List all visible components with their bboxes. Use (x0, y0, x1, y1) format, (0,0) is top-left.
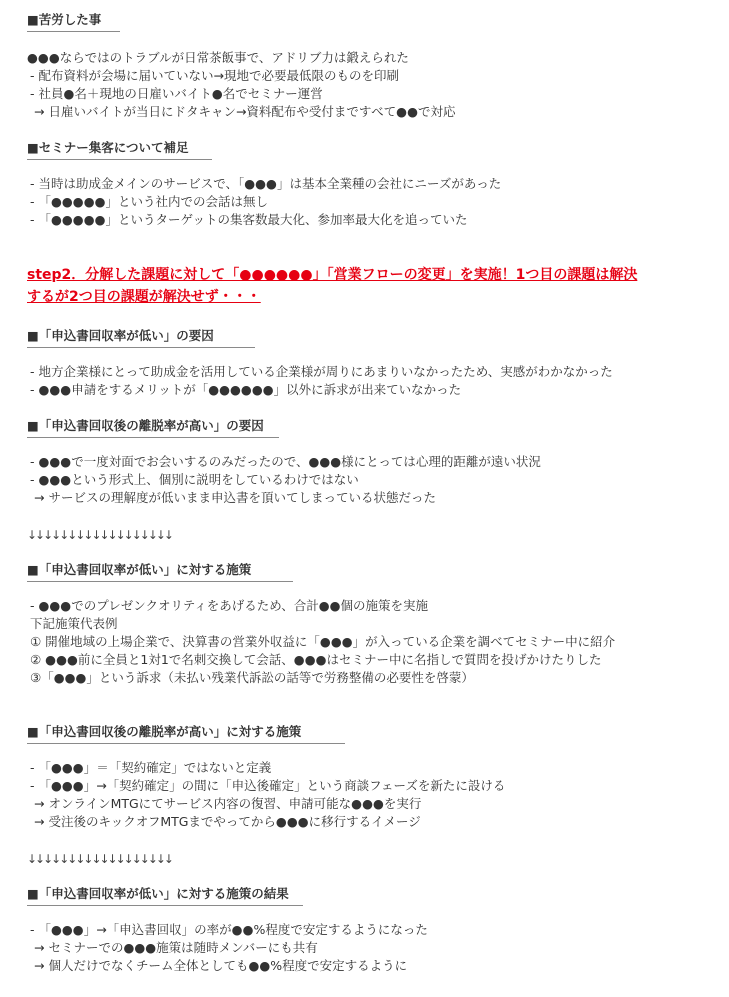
text-line: ① 開催地域の上場企業で、決算書の営業外収益に「●●●」が入っている企業を調べてセミナー中に紹介 (30, 634, 616, 649)
text-line: - 「●●●●●」という社内での会話は無し (30, 194, 269, 209)
text-line: ●●●ならではのトラブルが日常茶飯事で、アドリブ力は鍛えられた (27, 50, 409, 65)
text-line: ③「●●●」という訴求（未払い残業代訴訟の話等で労務整備の必要性を啓蒙） (30, 670, 474, 685)
section-heading-low-rate-measures: ■「申込書回収率が低い」に対する施策 (27, 562, 293, 582)
text-line: - ●●●申請をするメリットが「●●●●●●」以外に訴求が出来ていなかった (30, 382, 462, 397)
text-line: - 「●●●●●」というターゲットの集客数最大化、参加率最大化を追っていた (30, 212, 468, 227)
text-line: - 「●●●」＝「契約確定」ではないと定義 (30, 760, 272, 775)
text-line: → 個人だけでなくチーム全体としても●●%程度で安定するように (34, 958, 408, 973)
step2-heading-line1: step2．分解した課題に対して「●●●●●●」「営業フローの変更」を実施！1つ目の課題は解決 (27, 267, 638, 283)
text-line: 下記施策代表例 (30, 616, 118, 631)
text-line: - 「●●●」→「申込書回収」の率が●●%程度で安定するようになった (30, 922, 428, 937)
step2-heading-line2: するが2つ目の課題が解決せず・・・ (27, 289, 261, 305)
text-line: → セミナーでの●●●施策は随時メンバーにも共有 (34, 940, 318, 955)
text-line: - ●●●で一度対面でお会いするのみだったので、●●●様にとっては心理的距離が遠い状況 (30, 454, 541, 469)
text-line: - 「●●●」→「契約確定」の間に「申込後確定」という商談フェーズを新たに設ける (30, 778, 506, 793)
text-line: → 受注後のキックオフMTGまでやってから●●●に移行するイメージ (34, 814, 421, 829)
section-heading-churn-measures: ■「申込書回収後の離脱率が高い」に対する施策 (27, 724, 345, 744)
text-line: - 当時は助成金メインのサービスで、「●●●」は基本全業種の会社にニーズがあった (30, 176, 502, 191)
text-line: - 配布資料が会場に届いていない→現地で必要最低限のものを印刷 (30, 68, 399, 83)
text-line: - ●●●でのプレゼンクオリティをあげるため、合計●●個の施策を実施 (30, 598, 429, 613)
text-line: ② ●●●前に全員と1対1で名刺交換して会話、●●●はセミナー中に名指しで質問を投げかけたりした (30, 652, 602, 667)
text-line: → サービスの理解度が低いまま申込書を頂いてしまっている状態だった (34, 490, 436, 505)
down-arrows-divider: ↓↓↓↓↓↓↓↓↓↓↓↓↓↓↓↓↓↓ (27, 528, 172, 542)
text-line: → オンラインMTGにてサービス内容の復習、申請可能な●●●を実行 (34, 796, 422, 811)
section-heading-low-rate-cause: ■「申込書回収率が低い」の要因 (27, 328, 255, 348)
text-line: - ●●●という形式上、個別に説明をしているわけではない (30, 472, 359, 487)
text-line: - 地方企業様にとって助成金を活用している企業様が周りにあまりいなかったため、実感がわかなかった (30, 364, 613, 379)
section-heading-churn-cause: ■「申込書回収後の離脱率が高い」の要因 (27, 418, 279, 438)
down-arrows-divider: ↓↓↓↓↓↓↓↓↓↓↓↓↓↓↓↓↓↓ (27, 852, 172, 866)
section-heading-seminar-supplement: ■セミナー集客について補足 (27, 140, 212, 160)
section-heading-results: ■「申込書回収率が低い」に対する施策の結果 (27, 886, 303, 906)
section-heading-hardships: ■苦労した事 (27, 12, 120, 32)
text-line: → 日雇いバイトが当日にドタキャン→資料配布や受付まですべて●●で対応 (34, 104, 456, 119)
text-line: - 社員●名＋現地の日雇いバイト●名でセミナー運営 (30, 86, 323, 101)
